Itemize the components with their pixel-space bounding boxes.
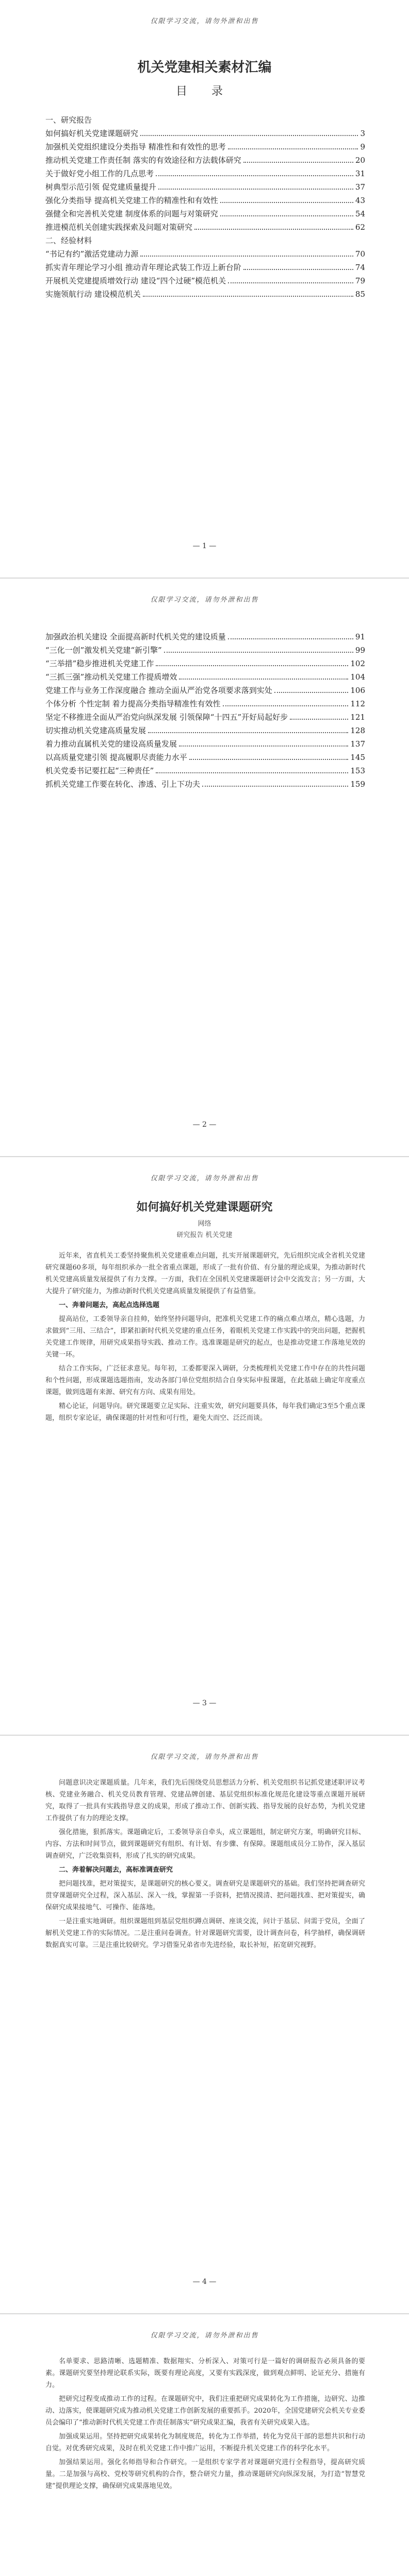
section-heading: 二、奔着解决问题去，高标准调查研究 (59, 1866, 173, 1874)
page-header: 仅限学习交流，请勿外泄和出售 (150, 1175, 259, 1182)
toc-entry[interactable]: 开展机关党建提质增效行动 建设“四个过硬”模范机关 79 (45, 276, 365, 285)
toc-entry[interactable]: 以高质量党建引领 提高履职尽责能力水平 145 (45, 753, 365, 762)
toc-heading: 目 录 (176, 85, 233, 98)
paragraph: 结合工作实际，广泛征求意见。每年初，工委都要深入调研，分类梳理机关党建工作中存在的共性问题和个性问题，形成课题选题指南，发动各部门单位党组织结合自身实际申报课题，在此基础上确定年度重点课题，做到选题有来源、研究有方向、成果有用处。 (45, 1365, 365, 1396)
page-header: 仅限学习交流，请勿外泄和出售 (150, 1753, 259, 1761)
paragraph: 一是注重实地调研。组织课题组到基层党组织蹲点调研、座谈交流，问计于基层、问需于党员，全面了解机关党建工作的实际情况。二是注重问卷调查。针对课题研究需要，设计调查问卷，科学抽样，确保调研数据真实可靠。三是注重比较研究。学习借鉴兄弟省市先进经验，取长补短，拓宽研究视野。 (45, 1918, 365, 1949)
page-2 (0, 579, 409, 1157)
toc-entry[interactable]: 强健全和完善机关党建 制度体系的问题与对策研究 54 (45, 209, 365, 218)
toc-entry[interactable]: 党建工作与业务工作深度融合 推动全面从严治党各项要求落到实处 106 (45, 686, 365, 695)
toc-entry[interactable]: 抓实青年理论学习小组 推动青年理论武装工作迈上新台阶 74 (45, 263, 365, 272)
toc-entry[interactable]: “三抓三强”推动机关党建工作提质增效 104 (45, 672, 365, 682)
paragraph: 把研究过程变成推动工作的过程。在课题研究中，我们注重把研究成果转化为工作措施，边研究、边推动、边落实，使课题研究成为推动机关党建工作创新发展的重要抓手。2020年，全国党建研究会机关专业委员会编印了“推动新时代机关党建工作责任制落实”研究成果汇编，我省有关研究成果入选。 (45, 2395, 365, 2427)
article-body (45, 2355, 365, 2494)
page-4 (0, 1736, 409, 2314)
page-number: — 1 — (192, 542, 217, 550)
toc-entry[interactable]: 实施领航行动 建设模范机关 85 (45, 290, 365, 299)
toc-entry[interactable]: 关于做好党小组工作的几点思考 31 (45, 169, 365, 178)
article-body (45, 1777, 365, 1953)
page-number: — 3 — (192, 1699, 217, 1707)
toc-entry[interactable]: 推进模范机关创建实践探索及问题对策研究 62 (45, 223, 365, 232)
page-3 (0, 1157, 409, 1735)
toc-entry[interactable]: “书记有约”激活党建动力源 70 (45, 249, 365, 259)
paragraph: 提高站位，工委领导亲自挂帅，始终坚持问题导向，把准机关党建工作的痛点难点堵点，精心选题，力求做到“三用、三结合”，即紧扣新时代机关党建的重点任务，着眼机关党建工作实践中的突出问题，把握机关党建工作规律，用研究成果指导实践、推动工作。选准课题是研究的起点，也是推动党建工作落地见效的关键一环。 (45, 1315, 365, 1359)
page-number: — 4 — (192, 2278, 217, 2286)
page-header: 仅限学习交流，请勿外泄和出售 (150, 18, 259, 25)
toc-entry[interactable]: 抓机关党建工作要在转化、渗透、引上下功夫 159 (45, 779, 365, 789)
paragraph: 近年来，省直机关工委坚持聚焦机关党建重难点问题，扎实开展课题研究，先后组织完成全省机关党建研究课题60多项，每年组织承办一批全省重点课题，形成了一批有价值、有分量的理论成果，为推动新时代机关党建高质量发展提供了有力支撑。一方面，我们在全国机关党建课题研讨会中交流发言；另一方面，大大提升了研究能力，为推动新时代机关党建高质量发展提供了有益借鉴。 (45, 1252, 365, 1295)
section-heading: 一、奔着问题去，高起点选择选题 (59, 1301, 160, 1309)
article-category: 研究报告 机关党建 (176, 1231, 233, 1239)
toc-page1-list (45, 113, 365, 301)
toc-entry[interactable]: 个体分析 个性定制 着力提高分类指导精准性有效性 112 (45, 699, 365, 708)
toc-entry[interactable]: “三举措”稳步推进机关党建工作 102 (45, 659, 365, 668)
paragraph: 加强成果运用。坚持把研究成果转化为制度规范，转化为工作举措，转化为党员干部的思想共识和行动自觉。对优秀研究成果，及时在机关党建工作中推广运用，不断提升机关党建工作的科学化水平。 (45, 2433, 365, 2452)
toc-entry[interactable]: “三化一创”激发机关党建“新引擎” 99 (45, 646, 365, 655)
toc-entry[interactable]: 树典型示范引领 促党建质量提升 37 (45, 182, 365, 192)
toc-section-heading: 一、研究报告 (45, 115, 92, 125)
toc-entry[interactable]: 如何搞好机关党建课题研究 3 (45, 129, 365, 138)
paragraph: 把问题找准，把对策提实，是课题研究的核心要义。调查研究是课题研究的基础。我们坚持把调查研究贯穿课题研究全过程，深入基层、深入一线，掌握第一手资料，把情况摸清、把问题找准、把对策提实，确保研究成果接地气、可操作、能落地。 (45, 1880, 365, 1911)
document-title: 机关党建相关素材汇编 (137, 60, 272, 75)
paragraph: 问题意识决定课题质量。几年来，我们先后围绕党员思想活力分析、机关党组织书记抓党建述职评议考核、党建业务融合、机关党员教育管理、党建品牌创建、基层党组织标准化规范化建设等重点课题开展研究，取得了一批具有实践指导意义的成果，形成了推动工作、创新实践、指导发展的良好态势，为机关党建工作提供了有力的理论支撑。 (45, 1779, 365, 1822)
toc-entry[interactable]: 加强机关党组织建设分类指导 精准性和有效性的思考 9 (45, 142, 365, 151)
toc-page2-list (45, 630, 365, 791)
paragraph: 精心论证，问题导向。研究课题要立足实际、注重实效，研究问题要具体，每年我们确定3至5个重点课题，组织专家论证，确保课题的针对性和可行性，避免大而空、泛泛而谈。 (45, 1402, 365, 1422)
toc-entry[interactable]: 着力推动直属机关党的建设高质量发展 137 (45, 739, 365, 749)
article-body (45, 1250, 365, 1426)
paragraph: 强化措施，狠抓落实。课题确定后，工委领导亲自牵头，成立课题组，制定研究方案，明确研究目标、内容、方法和时间节点，做到课题研究有组织、有计划、有步骤、有保障。课题组成员分工协作，深入基层调查研究，广泛收集资料，形成了扎实的研究成果。 (45, 1828, 365, 1860)
toc-entry[interactable]: 坚定不移推进全面从严治党向纵深发展 引领保障“十四五”开好局起好步 121 (45, 713, 365, 722)
page-header: 仅限学习交流，请勿外泄和出售 (150, 596, 259, 604)
toc-entry[interactable]: 加强政治机关建设 全面提高新时代机关党的建设质量 91 (45, 632, 365, 641)
paragraph: 名单要求、思路清晰、选题精准、数据翔实、分析深入、对策可行是一篇好的调研报告必须具备的要素。课题研究要坚持理论联系实际，既要有理论高度，又要有实践深度，做到观点鲜明、论证充分、措施有力。 (45, 2358, 365, 2389)
toc-entry[interactable]: 推动机关党建工作责任制 落实的有效途径和方法载体研究 20 (45, 156, 365, 165)
toc-entry[interactable]: 切实推动机关党建高质量发展 128 (45, 726, 365, 735)
toc-entry[interactable]: 机关党委书记要扛起“三种责任” 153 (45, 766, 365, 775)
page-number: — 2 — (192, 1121, 217, 1129)
toc-entry[interactable]: 强化分类指导 提高机关党建工作的精准性和有效性 43 (45, 196, 365, 205)
article-title: 如何搞好机关党建课题研究 (136, 1200, 273, 1214)
toc-section-heading: 二、经验材料 (45, 236, 92, 245)
page-1 (0, 0, 409, 578)
paragraph: 加强结果运用。强化名师指导和合作研究。一是组织专家学者对课题研究进行全程指导，提高研究质量。二是加强与高校、党校等研究机构的合作，整合研究力量，推动课题研究向纵深发展，为打造“智慧党建”提供理论支撑，确保研究成果落地见效。 (45, 2459, 365, 2490)
page-header: 仅限学习交流，请勿外泄和出售 (150, 2332, 259, 2340)
article-source: 网络 (198, 1220, 211, 1228)
page-5 (0, 2314, 409, 2576)
